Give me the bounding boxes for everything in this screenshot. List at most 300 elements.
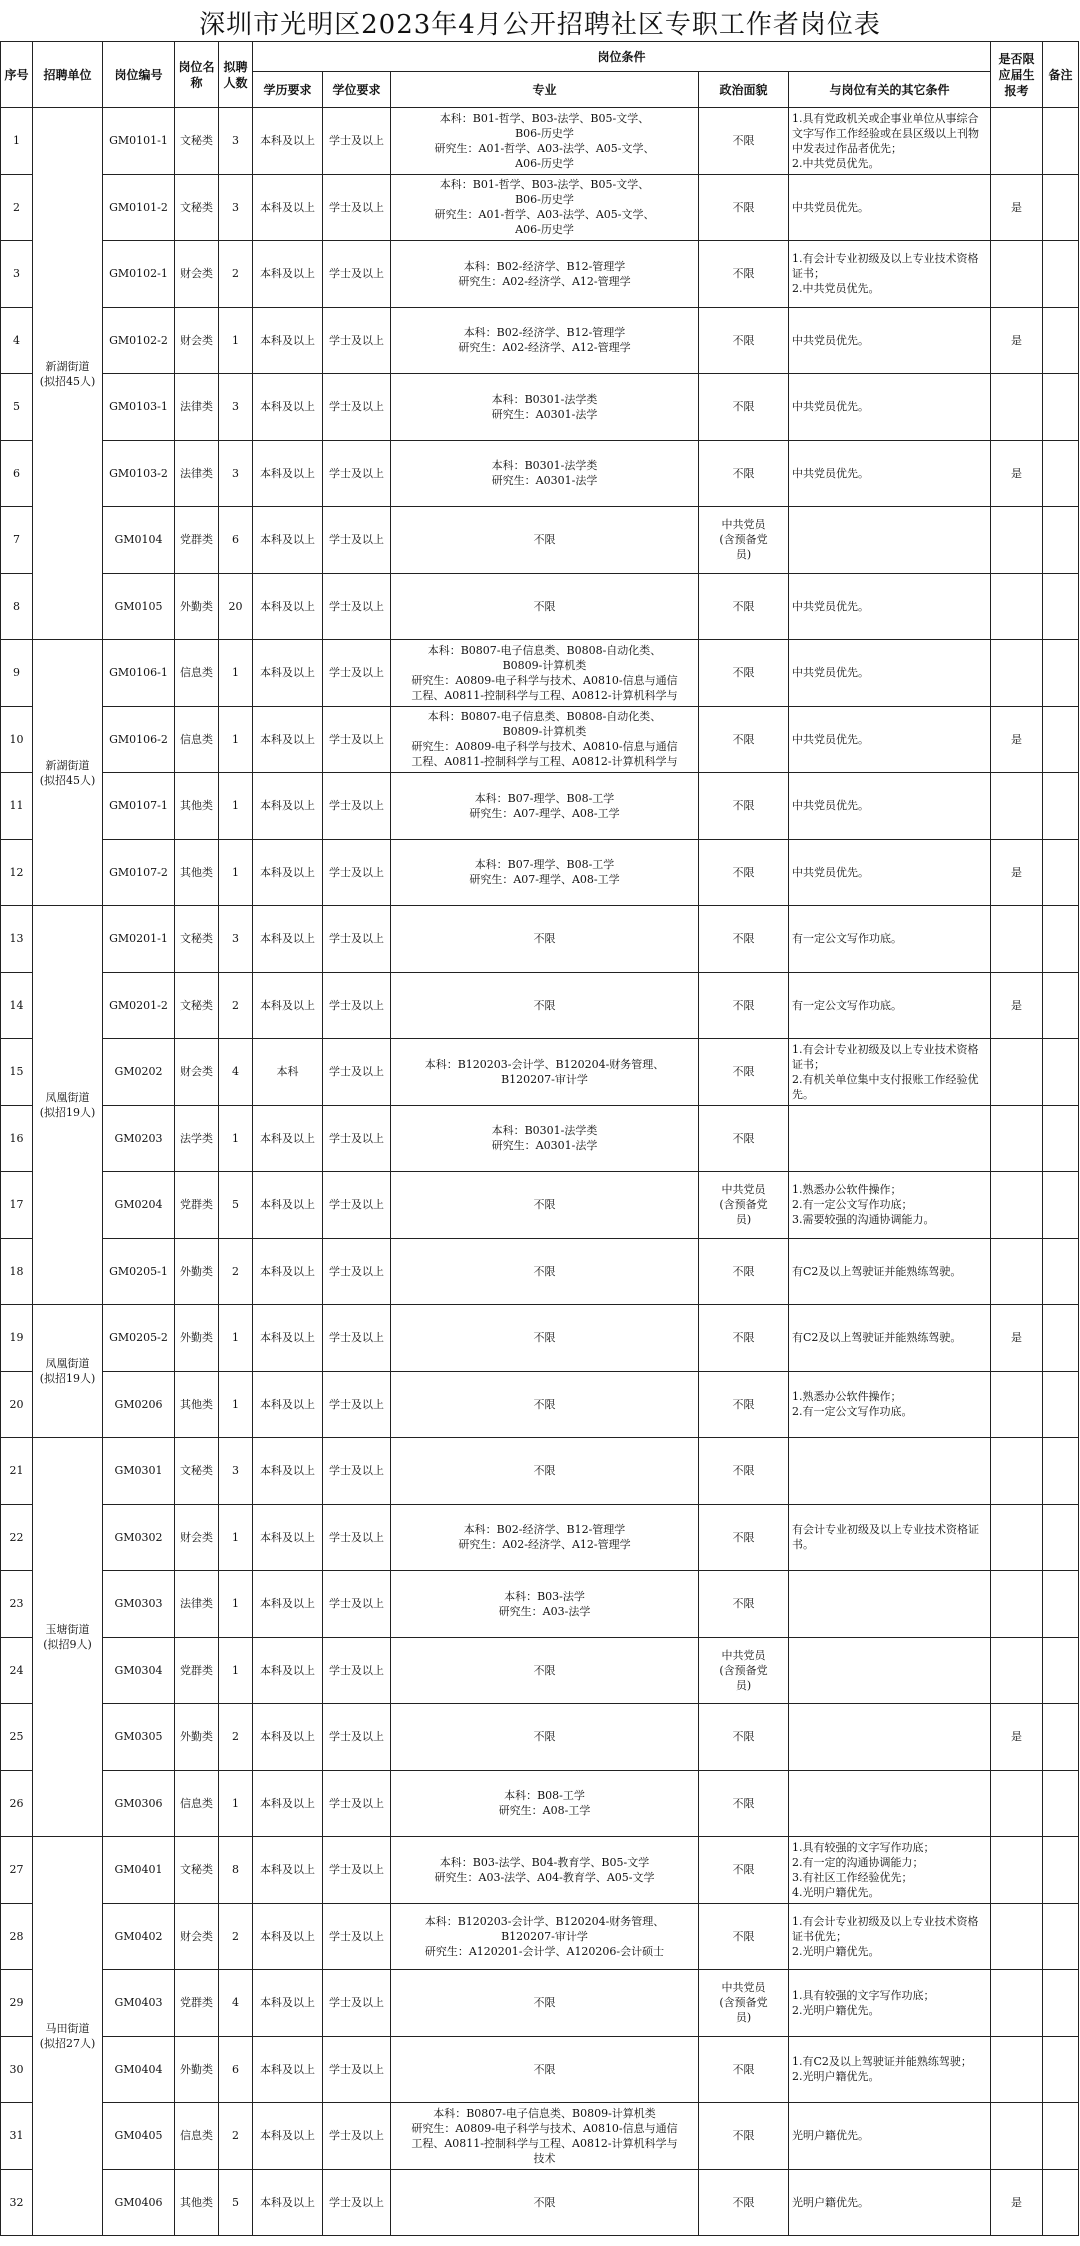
cell-remark	[1043, 640, 1079, 707]
header-row-1	[1, 42, 1079, 72]
cell-major: 本科：B08-工学 研究生：A08-工学	[391, 1770, 699, 1837]
table-row	[1, 307, 1079, 374]
table-row	[1, 1371, 1079, 1438]
cell-seq: 31	[1, 2103, 33, 2170]
cell-category: 外勤类	[175, 573, 219, 640]
cell-politics: 不限	[699, 573, 789, 640]
cell-politics: 不限	[699, 906, 789, 973]
cell-count: 2	[219, 1903, 253, 1970]
table-row	[1, 1438, 1079, 1505]
table-row	[1, 573, 1079, 640]
cell-count: 1	[219, 1571, 253, 1638]
cell-code: GM0303	[103, 1571, 175, 1638]
cell-code: GM0403	[103, 1970, 175, 2037]
header-unit: 招聘单位	[33, 42, 103, 108]
cell-other-conditions: 有C2及以上驾驶证并能熟练驾驶。	[789, 1305, 991, 1372]
header-seq: 序号	[1, 42, 33, 108]
cell-politics: 不限	[699, 2036, 789, 2103]
header-conditions: 岗位条件	[253, 42, 991, 72]
table-row	[1, 241, 1079, 308]
cell-remark	[1043, 2036, 1079, 2103]
cell-major: 本科：B01-哲学、B03-法学、B05-文学、 B06-历史学 研究生：A01-哲学、A03-法学、A05-文学、 A06-历史学	[391, 108, 699, 175]
cell-seq: 18	[1, 1238, 33, 1305]
cell-education: 本科及以上	[253, 2036, 323, 2103]
cell-politics: 不限	[699, 1438, 789, 1505]
cell-politics: 不限	[699, 706, 789, 773]
cell-category: 外勤类	[175, 2036, 219, 2103]
cell-remark	[1043, 573, 1079, 640]
cell-degree: 学士及以上	[323, 108, 391, 175]
table-row	[1, 108, 1079, 175]
cell-degree: 学士及以上	[323, 640, 391, 707]
cell-remark	[1043, 241, 1079, 308]
cell-education: 本科及以上	[253, 307, 323, 374]
cell-count: 1	[219, 1504, 253, 1571]
cell-fresh-graduate	[991, 1637, 1043, 1704]
table-row	[1, 1305, 1079, 1372]
cell-degree: 学士及以上	[323, 1238, 391, 1305]
cell-category: 财会类	[175, 307, 219, 374]
cell-degree: 学士及以上	[323, 773, 391, 840]
cell-code: GM0204	[103, 1172, 175, 1239]
cell-category: 文秘类	[175, 906, 219, 973]
table-row	[1, 640, 1079, 707]
cell-fresh-graduate	[991, 2103, 1043, 2170]
cell-code: GM0206	[103, 1371, 175, 1438]
cell-degree: 学士及以上	[323, 1903, 391, 1970]
header-fresh: 是否限应届生报考	[991, 42, 1043, 108]
cell-code: GM0107-1	[103, 773, 175, 840]
cell-other-conditions	[789, 1571, 991, 1638]
cell-remark	[1043, 1970, 1079, 2037]
cell-count: 2	[219, 241, 253, 308]
cell-major: 本科：B03-法学、B04-教育学、B05-文学 研究生：A03-法学、A04-教育学、A05-文学	[391, 1837, 699, 1904]
cell-fresh-graduate: 是	[991, 307, 1043, 374]
table-body	[1, 108, 1079, 2236]
cell-other-conditions: 有会计专业初级及以上专业技术资格证书。	[789, 1504, 991, 1571]
cell-category: 信息类	[175, 2103, 219, 2170]
cell-remark	[1043, 1105, 1079, 1172]
cell-politics: 中共党员 (含预备党 员)	[699, 1172, 789, 1239]
table-row	[1, 507, 1079, 574]
cell-remark	[1043, 906, 1079, 973]
cell-count: 3	[219, 374, 253, 441]
header-count: 拟聘人数	[219, 42, 253, 108]
cell-politics: 不限	[699, 1039, 789, 1106]
cell-count: 5	[219, 2169, 253, 2236]
cell-other-conditions: 中共党员优先。	[789, 440, 991, 507]
cell-recruiting-unit: 玉塘街道 (拟招9人)	[33, 1438, 103, 1837]
cell-fresh-graduate	[991, 1571, 1043, 1638]
cell-education: 本科	[253, 1039, 323, 1106]
cell-seq: 27	[1, 1837, 33, 1904]
cell-fresh-graduate	[991, 1837, 1043, 1904]
cell-education: 本科及以上	[253, 1305, 323, 1372]
cell-code: GM0302	[103, 1504, 175, 1571]
cell-education: 本科及以上	[253, 2103, 323, 2170]
cell-degree: 学士及以上	[323, 1438, 391, 1505]
cell-education: 本科及以上	[253, 1770, 323, 1837]
cell-degree: 学士及以上	[323, 839, 391, 906]
cell-other-conditions	[789, 1704, 991, 1771]
cell-seq: 32	[1, 2169, 33, 2236]
cell-category: 财会类	[175, 241, 219, 308]
cell-remark	[1043, 1770, 1079, 1837]
cell-code: GM0305	[103, 1704, 175, 1771]
cell-education: 本科及以上	[253, 1371, 323, 1438]
header-other: 与岗位有关的其它条件	[789, 72, 991, 108]
cell-fresh-graduate	[991, 507, 1043, 574]
table-row	[1, 839, 1079, 906]
cell-politics: 不限	[699, 1504, 789, 1571]
cell-count: 3	[219, 906, 253, 973]
cell-code: GM0406	[103, 2169, 175, 2236]
cell-seq: 22	[1, 1504, 33, 1571]
cell-seq: 13	[1, 906, 33, 973]
cell-remark	[1043, 307, 1079, 374]
cell-major: 不限	[391, 972, 699, 1039]
cell-seq: 2	[1, 174, 33, 241]
cell-code: GM0101-2	[103, 174, 175, 241]
cell-remark	[1043, 773, 1079, 840]
table-row	[1, 972, 1079, 1039]
cell-category: 信息类	[175, 640, 219, 707]
cell-remark	[1043, 1039, 1079, 1106]
cell-education: 本科及以上	[253, 1105, 323, 1172]
cell-politics: 不限	[699, 2169, 789, 2236]
cell-remark	[1043, 1238, 1079, 1305]
cell-recruiting-unit: 新湖街道 (拟招45人)	[33, 108, 103, 640]
table-row	[1, 706, 1079, 773]
cell-count: 3	[219, 108, 253, 175]
cell-politics: 不限	[699, 307, 789, 374]
table-row	[1, 174, 1079, 241]
cell-code: GM0104	[103, 507, 175, 574]
cell-education: 本科及以上	[253, 1172, 323, 1239]
cell-degree: 学士及以上	[323, 573, 391, 640]
cell-degree: 学士及以上	[323, 706, 391, 773]
cell-code: GM0106-2	[103, 706, 175, 773]
table-row	[1, 2036, 1079, 2103]
cell-category: 财会类	[175, 1039, 219, 1106]
cell-seq: 23	[1, 1571, 33, 1638]
cell-other-conditions: 中共党员优先。	[789, 773, 991, 840]
cell-code: GM0205-1	[103, 1238, 175, 1305]
cell-count: 1	[219, 640, 253, 707]
cell-degree: 学士及以上	[323, 1039, 391, 1106]
cell-fresh-graduate	[991, 1770, 1043, 1837]
cell-code: GM0201-2	[103, 972, 175, 1039]
cell-category: 信息类	[175, 1770, 219, 1837]
cell-code: GM0401	[103, 1837, 175, 1904]
cell-degree: 学士及以上	[323, 1637, 391, 1704]
cell-major: 不限	[391, 1438, 699, 1505]
cell-remark	[1043, 507, 1079, 574]
cell-seq: 1	[1, 108, 33, 175]
cell-count: 2	[219, 1238, 253, 1305]
cell-category: 法律类	[175, 440, 219, 507]
cell-education: 本科及以上	[253, 174, 323, 241]
cell-degree: 学士及以上	[323, 174, 391, 241]
cell-education: 本科及以上	[253, 1970, 323, 2037]
cell-remark	[1043, 972, 1079, 1039]
cell-seq: 16	[1, 1105, 33, 1172]
cell-fresh-graduate: 是	[991, 2169, 1043, 2236]
cell-count: 1	[219, 1770, 253, 1837]
cell-politics: 不限	[699, 1704, 789, 1771]
table-row	[1, 906, 1079, 973]
cell-politics: 不限	[699, 972, 789, 1039]
cell-seq: 10	[1, 706, 33, 773]
cell-category: 财会类	[175, 1903, 219, 1970]
cell-education: 本科及以上	[253, 1637, 323, 1704]
table-row	[1, 374, 1079, 441]
cell-fresh-graduate	[991, 1105, 1043, 1172]
cell-major: 不限	[391, 1238, 699, 1305]
cell-education: 本科及以上	[253, 1238, 323, 1305]
cell-category: 外勤类	[175, 1305, 219, 1372]
cell-code: GM0103-2	[103, 440, 175, 507]
cell-seq: 9	[1, 640, 33, 707]
cell-other-conditions	[789, 507, 991, 574]
cell-code: GM0105	[103, 573, 175, 640]
cell-seq: 26	[1, 1770, 33, 1837]
cell-other-conditions: 中共党员优先。	[789, 174, 991, 241]
cell-remark	[1043, 706, 1079, 773]
table-row	[1, 1105, 1079, 1172]
cell-seq: 20	[1, 1371, 33, 1438]
cell-fresh-graduate: 是	[991, 440, 1043, 507]
cell-category: 文秘类	[175, 1438, 219, 1505]
cell-code: GM0101-1	[103, 108, 175, 175]
cell-other-conditions	[789, 1637, 991, 1704]
cell-code: GM0402	[103, 1903, 175, 1970]
cell-degree: 学士及以上	[323, 307, 391, 374]
cell-education: 本科及以上	[253, 706, 323, 773]
cell-count: 1	[219, 1105, 253, 1172]
cell-remark	[1043, 2103, 1079, 2170]
cell-education: 本科及以上	[253, 1704, 323, 1771]
table-row	[1, 773, 1079, 840]
table-row	[1, 1238, 1079, 1305]
cell-politics: 不限	[699, 1571, 789, 1638]
cell-major: 本科：B120203-会计学、B120204-财务管理、 B120207-审计学	[391, 1039, 699, 1106]
cell-other-conditions: 有一定公文写作功底。	[789, 972, 991, 1039]
cell-code: GM0107-2	[103, 839, 175, 906]
cell-politics: 不限	[699, 108, 789, 175]
cell-count: 6	[219, 507, 253, 574]
cell-degree: 学士及以上	[323, 507, 391, 574]
cell-major: 本科：B02-经济学、B12-管理学 研究生：A02-经济学、A12-管理学	[391, 241, 699, 308]
table-row	[1, 440, 1079, 507]
cell-seq: 29	[1, 1970, 33, 2037]
cell-degree: 学士及以上	[323, 906, 391, 973]
cell-major: 不限	[391, 573, 699, 640]
cell-degree: 学士及以上	[323, 1371, 391, 1438]
cell-category: 财会类	[175, 1504, 219, 1571]
table-row	[1, 1637, 1079, 1704]
cell-politics: 中共党员 (含预备党 员)	[699, 1637, 789, 1704]
cell-code: GM0202	[103, 1039, 175, 1106]
cell-fresh-graduate	[991, 241, 1043, 308]
cell-major: 不限	[391, 906, 699, 973]
cell-major: 本科：B120203-会计学、B120204-财务管理、 B120207-审计学 研究生：A120201-会计学、A120206-会计硕士	[391, 1903, 699, 1970]
header-politics: 政治面貌	[699, 72, 789, 108]
header-major: 专业	[391, 72, 699, 108]
cell-remark	[1043, 839, 1079, 906]
cell-code: GM0205-2	[103, 1305, 175, 1372]
cell-major: 本科：B07-理学、B08-工学 研究生：A07-理学、A08-工学	[391, 773, 699, 840]
cell-other-conditions: 光明户籍优先。	[789, 2169, 991, 2236]
cell-seq: 25	[1, 1704, 33, 1771]
cell-recruiting-unit: 凤凰街道 (拟招19人)	[33, 906, 103, 1305]
cell-education: 本科及以上	[253, 1903, 323, 1970]
cell-remark	[1043, 174, 1079, 241]
cell-degree: 学士及以上	[323, 374, 391, 441]
cell-major: 不限	[391, 2169, 699, 2236]
header-degree: 学位要求	[323, 72, 391, 108]
cell-politics: 不限	[699, 174, 789, 241]
cell-education: 本科及以上	[253, 1438, 323, 1505]
cell-fresh-graduate	[991, 374, 1043, 441]
cell-fresh-graduate	[991, 906, 1043, 973]
table-row	[1, 1571, 1079, 1638]
cell-category: 文秘类	[175, 1837, 219, 1904]
cell-degree: 学士及以上	[323, 2169, 391, 2236]
cell-education: 本科及以上	[253, 1571, 323, 1638]
cell-other-conditions: 1.有C2及以上驾驶证并能熟练驾驶； 2.光明户籍优先。	[789, 2036, 991, 2103]
cell-fresh-graduate	[991, 1172, 1043, 1239]
cell-major: 不限	[391, 1371, 699, 1438]
cell-seq: 6	[1, 440, 33, 507]
cell-politics: 不限	[699, 374, 789, 441]
cell-code: GM0201-1	[103, 906, 175, 973]
cell-politics: 不限	[699, 640, 789, 707]
cell-remark	[1043, 440, 1079, 507]
table-row	[1, 1903, 1079, 1970]
cell-degree: 学士及以上	[323, 2036, 391, 2103]
cell-politics: 中共党员 (含预备党 员)	[699, 1970, 789, 2037]
cell-degree: 学士及以上	[323, 1172, 391, 1239]
cell-education: 本科及以上	[253, 640, 323, 707]
cell-fresh-graduate	[991, 108, 1043, 175]
header-code: 岗位编号	[103, 42, 175, 108]
cell-other-conditions: 1.具有较强的文字写作功底； 2.有一定的沟通协调能力； 3.有社区工作经验优先； 4.光明户籍优先。	[789, 1837, 991, 1904]
cell-seq: 24	[1, 1637, 33, 1704]
cell-seq: 12	[1, 839, 33, 906]
cell-count: 4	[219, 1970, 253, 2037]
cell-code: GM0102-1	[103, 241, 175, 308]
cell-fresh-graduate	[991, 1039, 1043, 1106]
cell-major: 本科：B0301-法学类 研究生：A0301-法学	[391, 374, 699, 441]
cell-fresh-graduate: 是	[991, 1305, 1043, 1372]
cell-seq: 15	[1, 1039, 33, 1106]
cell-politics: 不限	[699, 440, 789, 507]
cell-remark	[1043, 1704, 1079, 1771]
page-title: 深圳市光明区2023年4月公开招聘社区专职工作者岗位表	[199, 9, 881, 40]
cell-category: 党群类	[175, 507, 219, 574]
header-remark: 备注	[1043, 42, 1079, 108]
table-row	[1, 1039, 1079, 1106]
cell-politics: 不限	[699, 1837, 789, 1904]
cell-category: 党群类	[175, 1637, 219, 1704]
cell-count: 1	[219, 1637, 253, 1704]
cell-count: 1	[219, 839, 253, 906]
cell-major: 本科：B07-理学、B08-工学 研究生：A07-理学、A08-工学	[391, 839, 699, 906]
cell-code: GM0102-2	[103, 307, 175, 374]
cell-seq: 3	[1, 241, 33, 308]
cell-fresh-graduate: 是	[991, 972, 1043, 1039]
cell-count: 3	[219, 1438, 253, 1505]
cell-fresh-graduate	[991, 773, 1043, 840]
cell-code: GM0404	[103, 2036, 175, 2103]
cell-count: 1	[219, 706, 253, 773]
cell-politics: 不限	[699, 1105, 789, 1172]
cell-count: 3	[219, 174, 253, 241]
cell-code: GM0106-1	[103, 640, 175, 707]
cell-other-conditions: 1.有会计专业初级及以上专业技术资格证书优先； 2.光明户籍优先。	[789, 1903, 991, 1970]
cell-degree: 学士及以上	[323, 972, 391, 1039]
cell-seq: 17	[1, 1172, 33, 1239]
cell-fresh-graduate	[991, 1504, 1043, 1571]
cell-code: GM0103-1	[103, 374, 175, 441]
cell-other-conditions: 1.熟悉办公软件操作； 2.有一定公文写作功底； 3.需要较强的沟通协调能力。	[789, 1172, 991, 1239]
cell-remark	[1043, 1305, 1079, 1372]
cell-remark	[1043, 108, 1079, 175]
cell-seq: 7	[1, 507, 33, 574]
cell-seq: 21	[1, 1438, 33, 1505]
cell-code: GM0306	[103, 1770, 175, 1837]
cell-major: 不限	[391, 1704, 699, 1771]
cell-other-conditions: 中共党员优先。	[789, 374, 991, 441]
cell-education: 本科及以上	[253, 972, 323, 1039]
cell-count: 3	[219, 440, 253, 507]
cell-code: GM0301	[103, 1438, 175, 1505]
cell-politics: 不限	[699, 2103, 789, 2170]
cell-other-conditions	[789, 1438, 991, 1505]
cell-major: 本科：B02-经济学、B12-管理学 研究生：A02-经济学、A12-管理学	[391, 307, 699, 374]
cell-remark	[1043, 374, 1079, 441]
cell-other-conditions: 有C2及以上驾驶证并能熟练驾驶。	[789, 1238, 991, 1305]
cell-politics: 不限	[699, 241, 789, 308]
cell-fresh-graduate	[991, 1238, 1043, 1305]
cell-seq: 11	[1, 773, 33, 840]
cell-other-conditions: 1.具有较强的文字写作功底； 2.光明户籍优先。	[789, 1970, 991, 2037]
cell-count: 5	[219, 1172, 253, 1239]
cell-politics: 不限	[699, 773, 789, 840]
cell-degree: 学士及以上	[323, 1970, 391, 2037]
cell-category: 法律类	[175, 374, 219, 441]
table-row	[1, 1970, 1079, 2037]
cell-major: 本科：B0807-电子信息类、B0808-自动化类、 B0809-计算机类 研究生：A0809-电子科学与技术、A0810-信息与通信 工程、A0811-控制科学与工程、A0812-计算机科学与	[391, 706, 699, 773]
cell-politics: 中共党员 (含预备党 员)	[699, 507, 789, 574]
cell-code: GM0203	[103, 1105, 175, 1172]
cell-major: 本科：B0301-法学类 研究生：A0301-法学	[391, 440, 699, 507]
cell-major: 不限	[391, 1172, 699, 1239]
cell-education: 本科及以上	[253, 1504, 323, 1571]
cell-code: GM0405	[103, 2103, 175, 2170]
cell-major: 不限	[391, 1305, 699, 1372]
cell-other-conditions: 中共党员优先。	[789, 307, 991, 374]
cell-seq: 14	[1, 972, 33, 1039]
cell-remark	[1043, 1571, 1079, 1638]
cell-seq: 30	[1, 2036, 33, 2103]
cell-category: 外勤类	[175, 1238, 219, 1305]
cell-other-conditions: 1.有会计专业初级及以上专业技术资格证书； 2.有机关单位集中支付报账工作经验优先。	[789, 1039, 991, 1106]
job-table	[0, 41, 1079, 2236]
cell-degree: 学士及以上	[323, 1571, 391, 1638]
cell-count: 20	[219, 573, 253, 640]
